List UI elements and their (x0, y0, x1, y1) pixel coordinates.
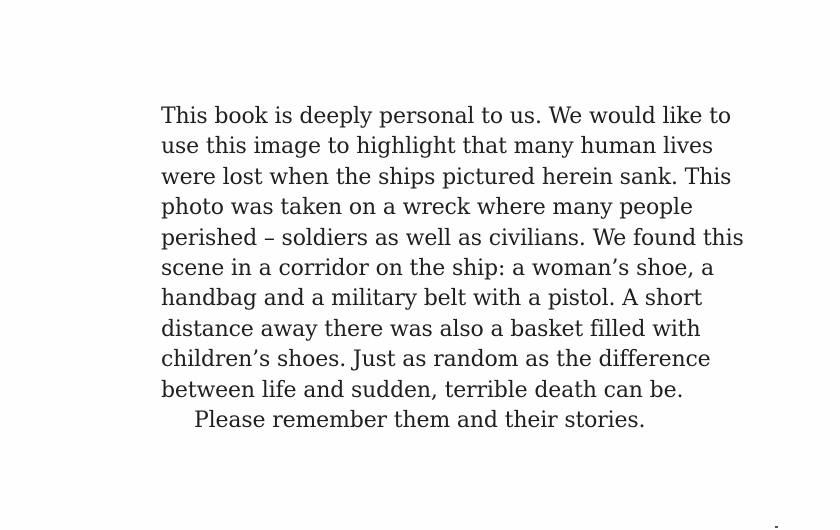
text-line-7: handbag and a military belt with a pistol. A short (161, 286, 703, 312)
text-line-9: children’s shoes. Just as random as the difference (161, 347, 711, 373)
text-line-6: scene in a corridor on the ship: a woman’s shoe, a (161, 255, 714, 281)
text-line-10: between life and sudden, terrible death can be. (161, 377, 684, 403)
text-line-1: This book is deeply personal to us. We would like to (161, 104, 731, 129)
closing-line: Please remember them and their stories. (194, 407, 646, 433)
text-line-4: photo was taken on a wreck where many people (161, 195, 693, 221)
text-line-8: distance away there was also a basket filled with (161, 316, 701, 342)
text-line-2: use this image to highlight that many human lives (161, 134, 714, 160)
scan-speck (775, 526, 778, 528)
text-line-3: were lost when the ships pictured herein sank. This (161, 164, 732, 190)
dedication-text (161, 102, 744, 436)
text-line-5: perished – soldiers as well as civilians. We found this (161, 225, 744, 251)
